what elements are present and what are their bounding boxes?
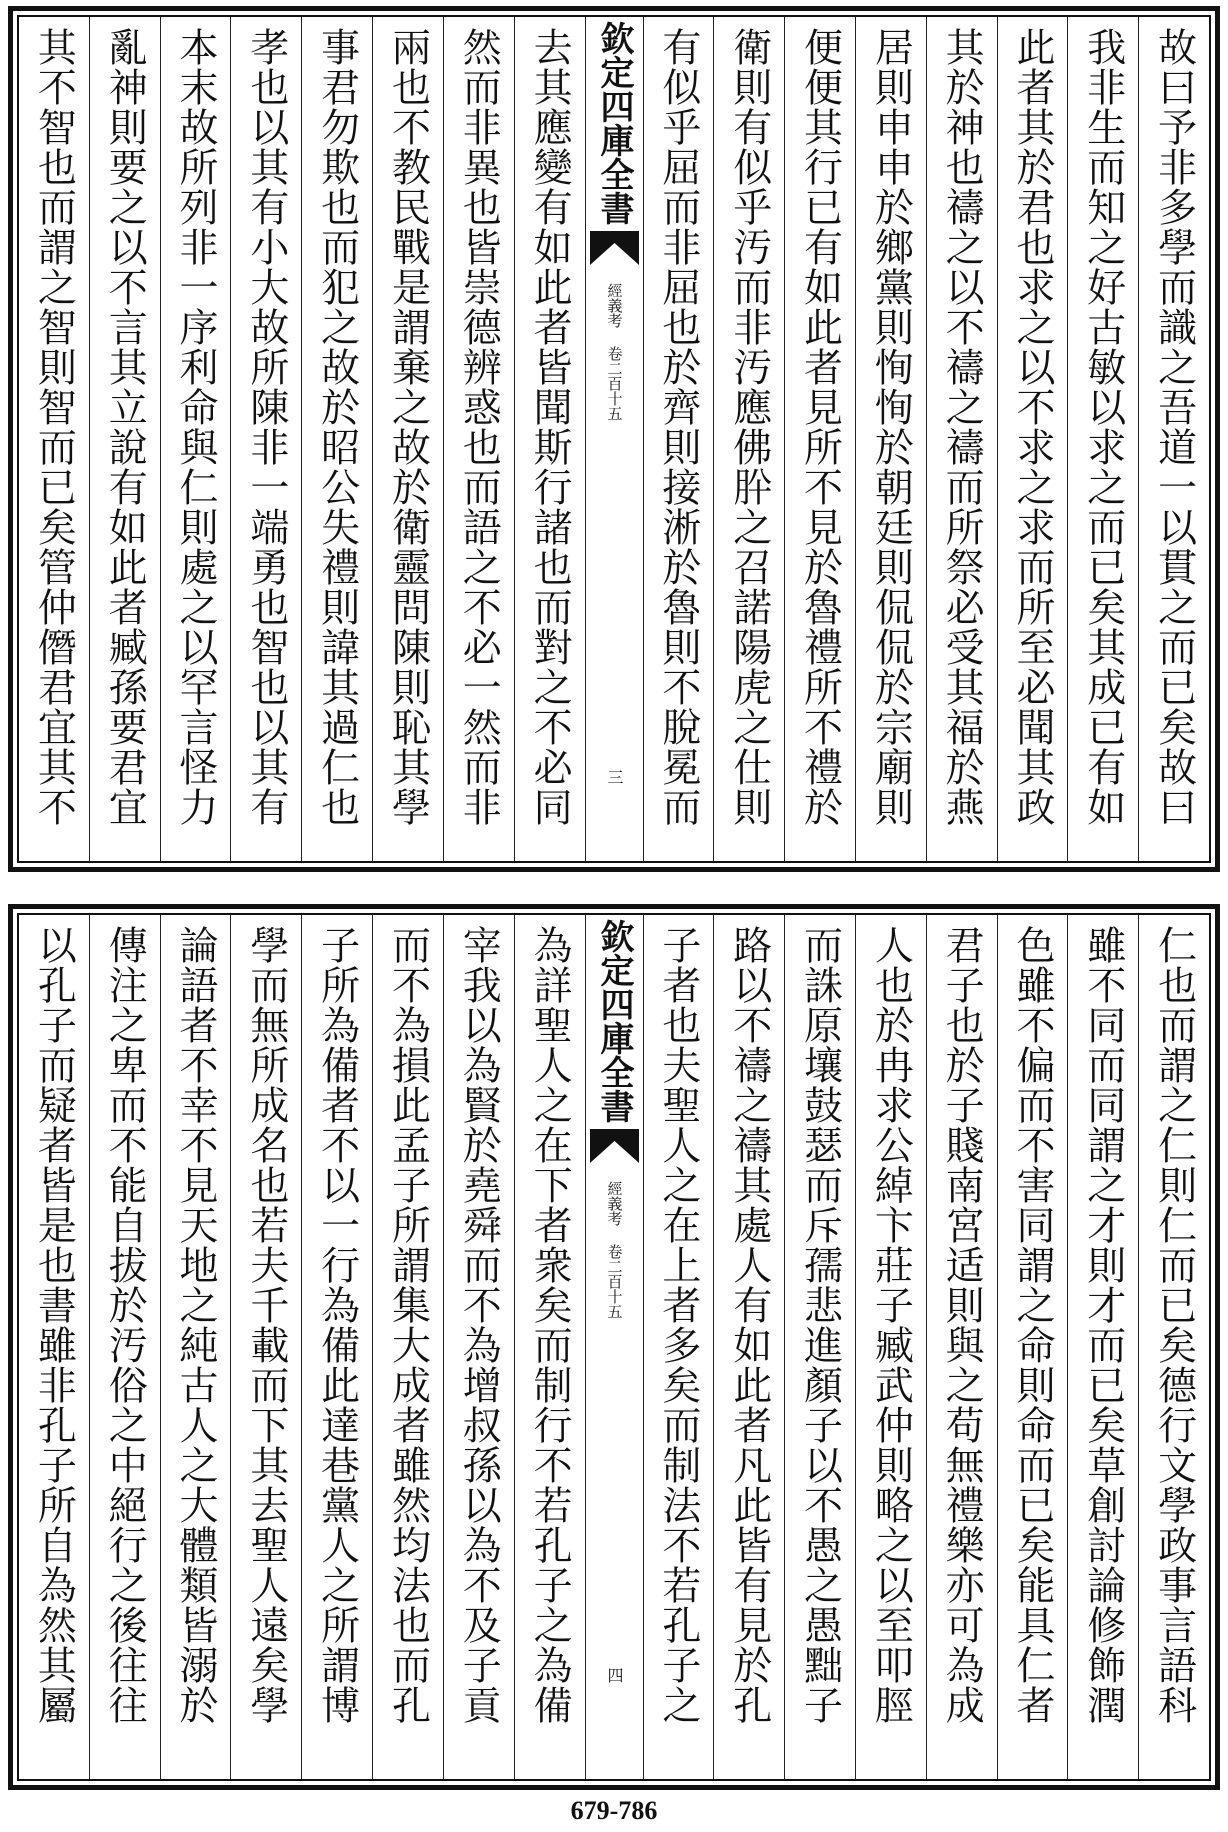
text-column: 路以不禱之禱其處人有如此者凡此皆有見於孔	[713, 915, 784, 1779]
text-columns	[19, 17, 1209, 861]
text-column: 事君勿欺也而犯之故於昭公失禮則諱其過仁也	[301, 17, 372, 861]
text-column: 孝也以其有小大故所陳非一端勇也智也以其有	[230, 17, 301, 861]
volume-label: 經義考 卷二百十五	[605, 1181, 624, 1319]
text-column: 亂神則要之以不言其立說有如此者臧孫要君宜	[89, 17, 160, 861]
text-column: 宰我以為賢於堯舜而不為增叔孫以為不及子貢	[443, 915, 514, 1779]
block-center-column	[585, 17, 643, 861]
text-column: 子所為備者不以一行為備此達巷黨人之所謂博	[301, 915, 372, 1779]
text-column: 故曰予非多學而識之吾道一以貫之而已矣故曰	[1138, 17, 1209, 861]
text-column: 子者也夫聖人之在上者多矣而制法不若孔子之	[643, 915, 714, 1779]
fishtail-mark-icon	[590, 231, 639, 265]
bottom-page	[8, 904, 1220, 1790]
text-column: 君子也於子賤南宮适則與之苟無禮樂亦可為成	[926, 915, 997, 1779]
text-column: 本末故所列非一序利命與仁則處之以罕言怪力	[160, 17, 231, 861]
text-column: 而誅原壤鼓瑟而斥孺悲進顏子以不愚之愚黜子	[784, 915, 855, 1779]
text-column: 為詳聖人之在下者衆矣而制行不若孔子之為備	[514, 915, 585, 1779]
text-column: 以孔子而疑者皆是也書雖非孔子所自為然其屬	[31, 925, 77, 1725]
text-column: 便便其行已有如此者見所不見於魯禮所不禮於	[784, 17, 855, 861]
text-column: 居則申申於鄉黨則恂恂於朝廷則侃侃於宗廟則	[855, 17, 926, 861]
leaf-number: 三	[605, 769, 624, 786]
collection-title: 欽定四庫全書	[594, 919, 634, 1123]
text-column: 論語者不幸不見天地之純古人之大體類皆溺於	[160, 915, 231, 1779]
text-column: 然而非異也皆崇德辨惑也而語之不必一然而非	[443, 17, 514, 861]
fishtail-mark-icon	[590, 1129, 639, 1163]
text-column: 仁也而謂之仁則仁而已矣德行文學政事言語科	[1138, 915, 1209, 1779]
block-center-column	[585, 915, 643, 1779]
text-column: 色雖不偏而不害同謂之命則命而已矣能具仁者	[997, 915, 1068, 1779]
text-column: 衛則有似乎汚而非汚應佛肸之召諾陽虎之仕則	[713, 17, 784, 861]
text-column: 其不智也而謂之智則智而已矣管仲僭君宜其不	[31, 27, 77, 827]
text-column: 人也於冉求公綽卞莊子臧武仲則略之以至叩脛	[855, 915, 926, 1779]
text-column: 雖不同而同謂之才則才而已矣草創討論修飾潤	[1067, 915, 1138, 1779]
text-columns	[19, 915, 1209, 1779]
volume-label: 經義考 卷二百十五	[605, 283, 624, 421]
page-reference-number: 679-786	[570, 1796, 658, 1825]
text-column: 兩也不教民戰是謂棄之故於衛靈問陳則恥其學	[372, 17, 443, 861]
text-column: 傳注之卑而不能自拔於汚俗之中絕行之後往往	[89, 915, 160, 1779]
text-column: 去其應變有如此者皆聞斯行諸也而對之不必同	[514, 17, 585, 861]
text-column: 有似乎屈而非屈也於齊則接淅於魯則不脫冕而	[643, 17, 714, 861]
text-column: 此者其於君也求之以不求之求而所至必聞其政	[997, 17, 1068, 861]
top-page	[8, 6, 1220, 872]
text-column: 而不為損此孟子所謂集大成者雖然均法也而孔	[372, 915, 443, 1779]
text-column: 我非生而知之好古敏以求之而已矣其成已有如	[1067, 17, 1138, 861]
text-column: 學而無所成名也若夫千載而下其去聖人遠矣學	[230, 915, 301, 1779]
text-column: 其於神也禱之以不禱之禱而所祭必受其福於燕	[926, 17, 997, 861]
collection-title: 欽定四庫全書	[594, 21, 634, 225]
leaf-number: 四	[605, 1667, 624, 1684]
